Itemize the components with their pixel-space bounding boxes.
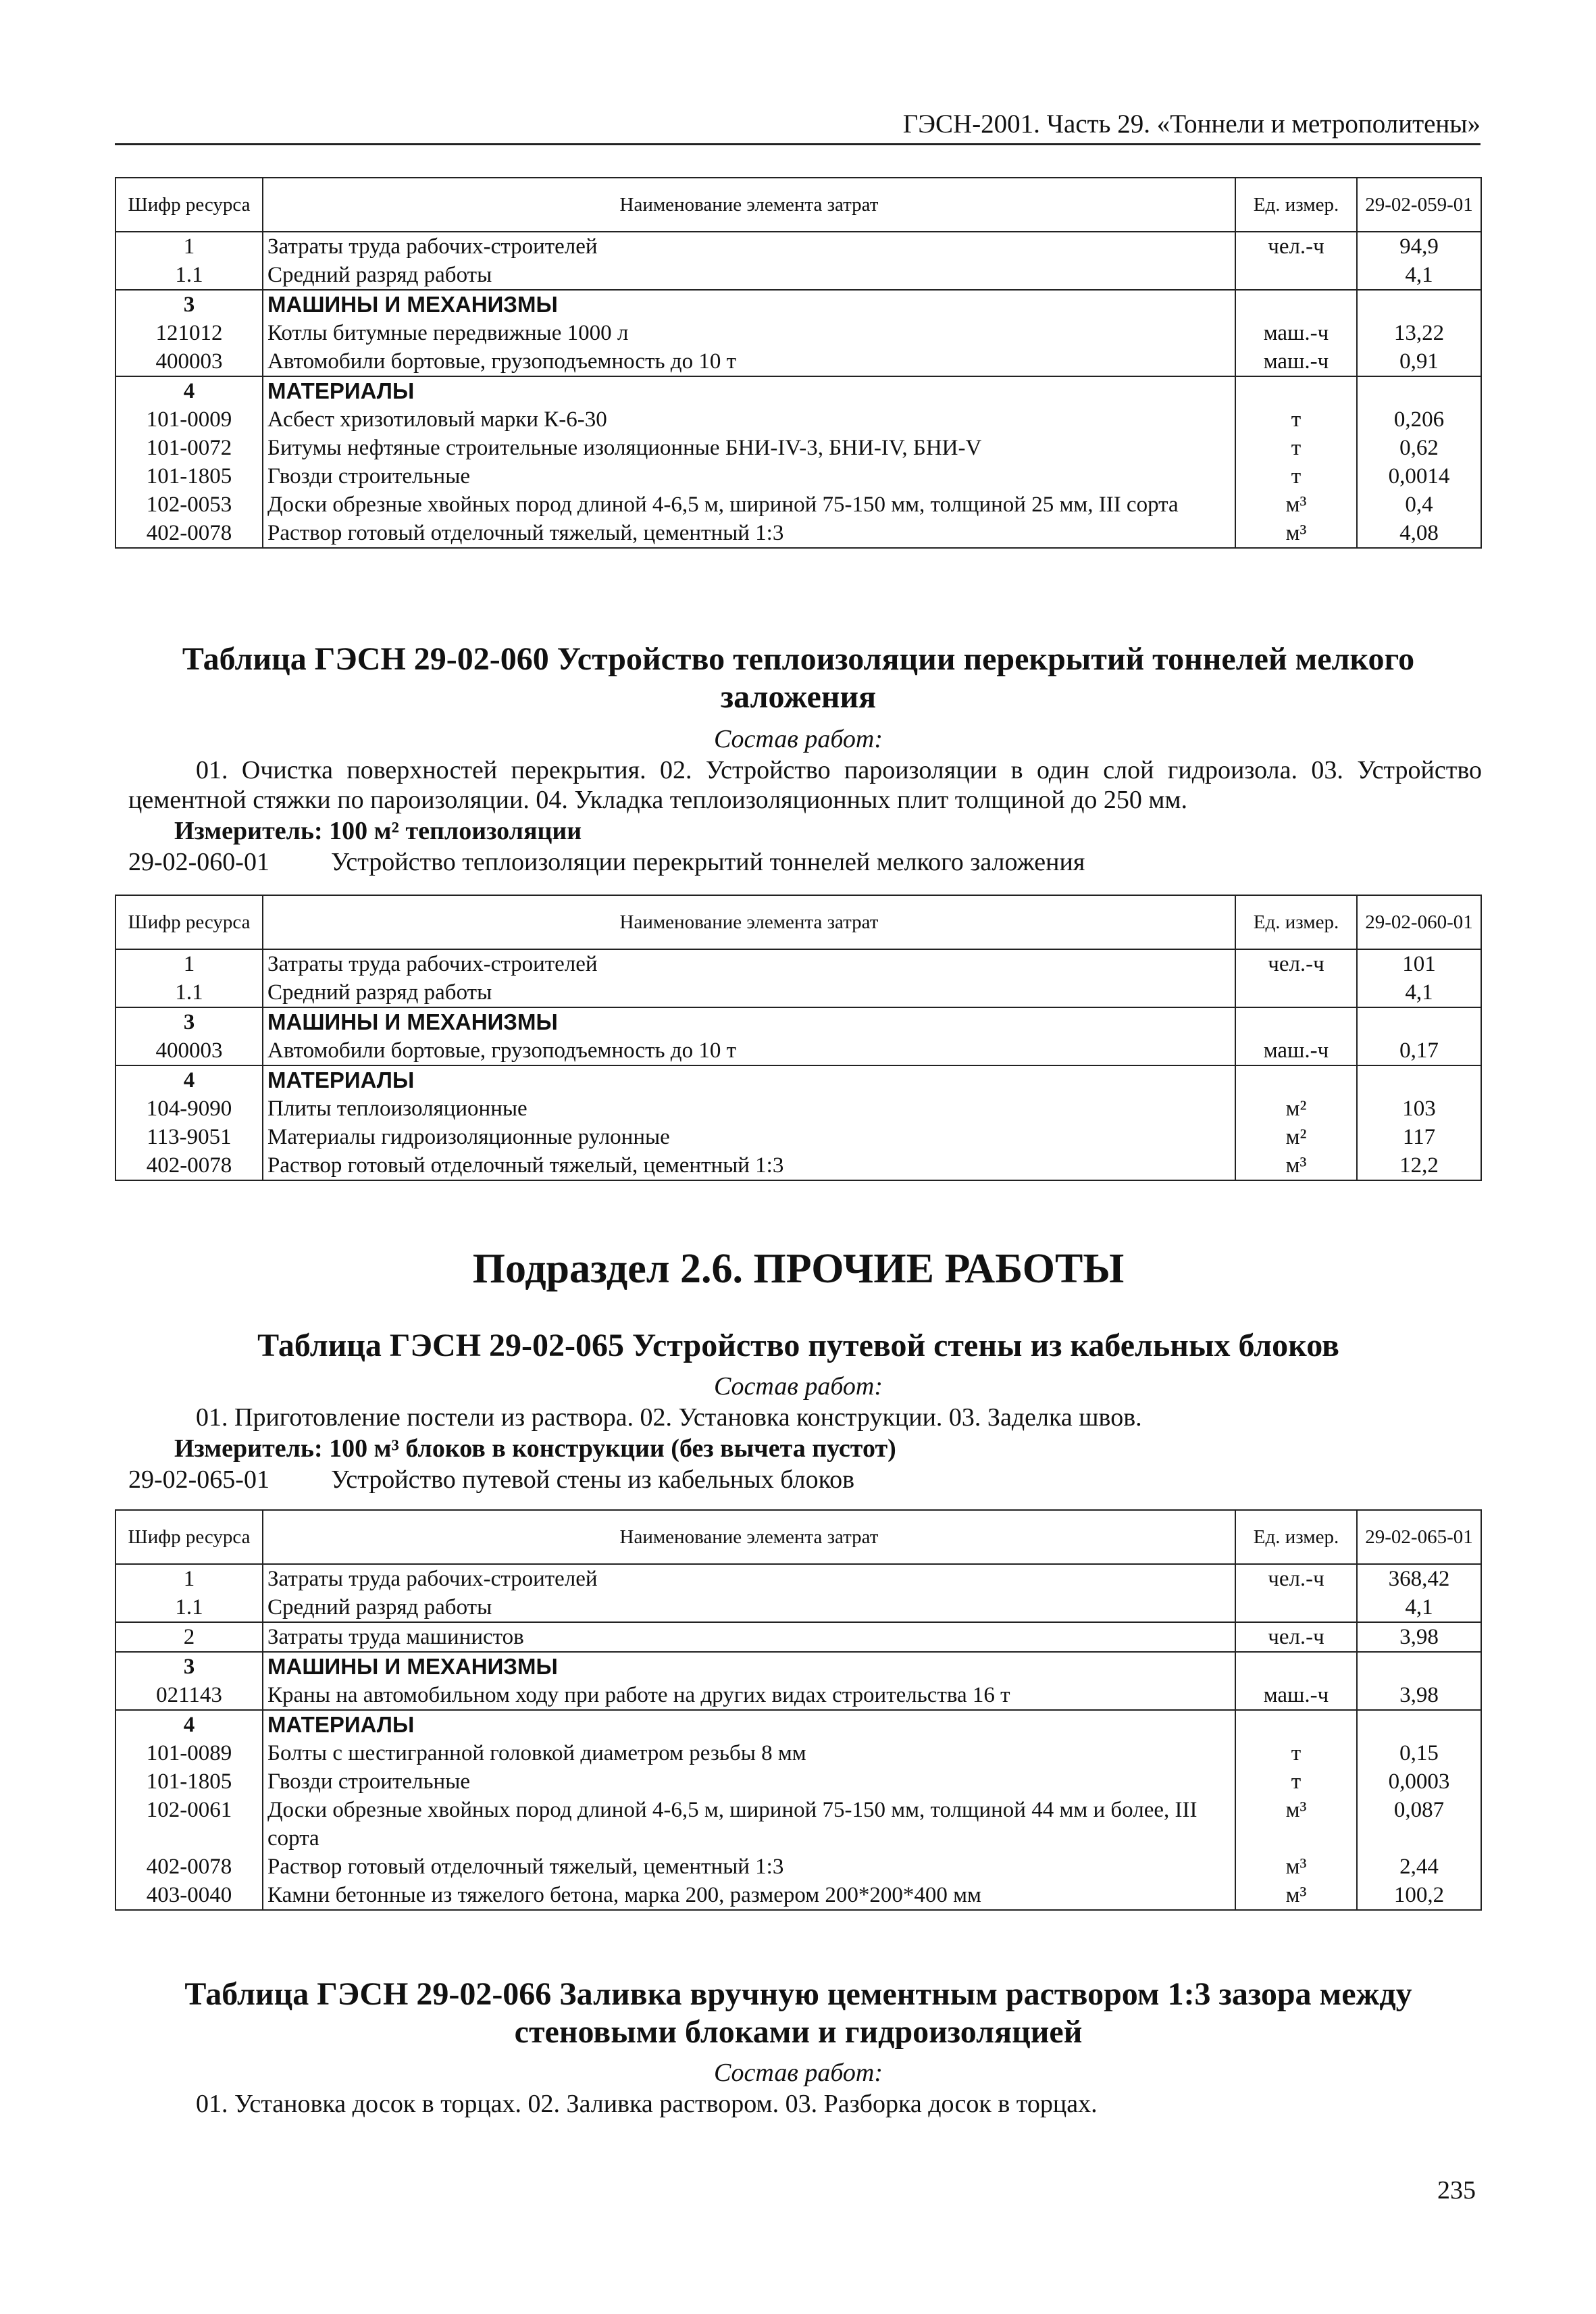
resource-value: 94,9 xyxy=(1357,232,1481,261)
resource-code: 400003 xyxy=(115,1036,263,1065)
resource-value: 117 xyxy=(1357,1123,1481,1151)
resource-code: 4 xyxy=(115,1065,263,1095)
resource-name: Затраты труда рабочих-строителей xyxy=(263,1564,1235,1593)
table-row xyxy=(115,319,1481,347)
resource-value: 368,42 xyxy=(1357,1564,1481,1593)
resource-value xyxy=(1357,1652,1481,1681)
table-row xyxy=(115,1622,1481,1652)
resource-name: Камни бетонные из тяжелого бетона, марка 200, размером 200*200*400 мм xyxy=(263,1881,1235,1910)
measure-060: Измеритель: 100 м² теплоизоляции xyxy=(174,817,582,845)
resource-name: Раствор готовый отделочный тяжелый, цементный 1:3 xyxy=(263,1853,1235,1881)
table-row xyxy=(115,1151,1481,1180)
resource-value xyxy=(1357,290,1481,319)
resource-unit: т xyxy=(1235,434,1357,462)
resource-code: 4 xyxy=(115,1710,263,1739)
table-row xyxy=(115,1853,1481,1881)
resource-value: 103 xyxy=(1357,1095,1481,1123)
resource-code: 1.1 xyxy=(115,261,263,290)
resource-code: 402-0078 xyxy=(115,519,263,548)
resource-name: Доски обрезные хвойных пород длиной 4-6,5 м, шириной 75-150 мм, толщиной 44 мм и более, III сорта xyxy=(263,1796,1235,1853)
resource-value: 0,0014 xyxy=(1357,462,1481,491)
resource-value: 4,1 xyxy=(1357,261,1481,290)
table-row xyxy=(115,1796,1481,1853)
resource-value: 3,98 xyxy=(1357,1622,1481,1652)
header-code: Шифр ресурса xyxy=(115,178,263,232)
resource-value: 0,62 xyxy=(1357,434,1481,462)
resource-code: 113-9051 xyxy=(115,1123,263,1151)
table-row xyxy=(115,1881,1481,1910)
table-row xyxy=(115,462,1481,491)
resource-unit: м³ xyxy=(1235,1151,1357,1180)
resource-code: 101-0089 xyxy=(115,1739,263,1767)
resource-unit: т xyxy=(1235,405,1357,434)
resource-value: 0,0003 xyxy=(1357,1767,1481,1796)
resource-name: Болты с шестигранной головкой диаметром резьбы 8 мм xyxy=(263,1739,1235,1767)
work-composition-text-066: 01. Установка досок в торцах. 02. Заливка раствором. 03. Разборка досок в торцах. xyxy=(196,2090,1098,2118)
table-row xyxy=(115,405,1481,434)
resource-table-065 xyxy=(115,1509,1482,1911)
resource-name: Асбест хризотиловый марки К-6-30 xyxy=(263,405,1235,434)
table-row xyxy=(115,978,1481,1007)
resource-unit: м³ xyxy=(1235,1853,1357,1881)
table-row xyxy=(115,1065,1481,1095)
resource-code: 121012 xyxy=(115,319,263,347)
resource-value: 0,17 xyxy=(1357,1036,1481,1065)
resource-unit xyxy=(1235,1652,1357,1681)
resource-unit: т xyxy=(1235,1767,1357,1796)
resource-name: МАТЕРИАЛЫ xyxy=(263,1710,1235,1739)
table-row xyxy=(115,1710,1481,1739)
resource-value: 4,1 xyxy=(1357,978,1481,1007)
header-norm-code: 29-02-060-01 xyxy=(1357,895,1481,949)
table-row xyxy=(115,1767,1481,1796)
table-row xyxy=(115,232,1481,261)
header-code: Шифр ресурса xyxy=(115,1510,263,1564)
resource-value xyxy=(1357,1007,1481,1036)
subsection-title: Подраздел 2.6. ПРОЧИЕ РАБОТЫ xyxy=(472,1246,1125,1292)
resource-value: 0,15 xyxy=(1357,1739,1481,1767)
resource-name: Материалы гидроизоляционные рулонные xyxy=(263,1123,1235,1151)
resource-unit xyxy=(1235,261,1357,290)
work-composition-caption-065: Состав работ: xyxy=(713,1372,883,1401)
resource-code: 101-0009 xyxy=(115,405,263,434)
resource-code: 1 xyxy=(115,949,263,978)
resource-name: Средний разряд работы xyxy=(263,1593,1235,1622)
resource-code: 402-0078 xyxy=(115,1151,263,1180)
table-title-065: Таблица ГЭСН 29-02-065 Устройство путевой стены из кабельных блоков xyxy=(257,1328,1339,1363)
resource-value: 0,91 xyxy=(1357,347,1481,376)
page-number: 235 xyxy=(1437,2176,1476,2205)
resource-code: 021143 xyxy=(115,1681,263,1710)
table-row xyxy=(115,949,1481,978)
table-row xyxy=(115,519,1481,548)
resource-name: Автомобили бортовые, грузоподъемность до 10 т xyxy=(263,347,1235,376)
resource-unit: чел.-ч xyxy=(1235,1622,1357,1652)
resource-name: Раствор готовый отделочный тяжелый, цементный 1:3 xyxy=(263,519,1235,548)
table-row xyxy=(115,1564,1481,1593)
resource-unit: т xyxy=(1235,462,1357,491)
header-unit: Ед. измер. xyxy=(1235,1510,1357,1564)
table-title-066: Таблица ГЭСН 29-02-066 Заливка вручную цементным раствором 1:3 зазора между стеновыми блоками и гидроизоляцией xyxy=(184,1976,1412,2050)
resource-code: 101-1805 xyxy=(115,1767,263,1796)
resource-code: 1 xyxy=(115,232,263,261)
resource-code: 3 xyxy=(115,290,263,319)
header-code: Шифр ресурса xyxy=(115,895,263,949)
header-norm-code: 29-02-065-01 xyxy=(1357,1510,1481,1564)
resource-value: 0,4 xyxy=(1357,491,1481,519)
resource-name: Затраты труда машинистов xyxy=(263,1622,1235,1652)
resource-table-059 xyxy=(115,177,1482,549)
resource-unit: м³ xyxy=(1235,1881,1357,1910)
resource-unit: м² xyxy=(1235,1123,1357,1151)
measure-065: Измеритель: 100 м³ блоков в конструкции (без вычета пустот) xyxy=(174,1434,896,1463)
norm-code: 29-02-060-01 xyxy=(128,848,269,876)
resource-value xyxy=(1357,1065,1481,1095)
norm-name: Устройство теплоизоляции перекрытий тоннелей мелкого заложения xyxy=(331,848,1085,876)
header-name: Наименование элемента затрат xyxy=(263,1510,1235,1564)
resource-name: Средний разряд работы xyxy=(263,261,1235,290)
table-row xyxy=(115,261,1481,290)
resource-value: 4,1 xyxy=(1357,1593,1481,1622)
resource-code: 402-0078 xyxy=(115,1853,263,1881)
work-composition-text-060: 01. Очистка поверхностей перекрытия. 02. Устройство пароизоляции в один слой гидроизола. 03. Устройство цементной стяжки по пароизоляции. 04. Укладка теплоизоляционных плит толщиной до 250 мм. xyxy=(128,756,1482,814)
table-row xyxy=(115,1739,1481,1767)
resource-value: 13,22 xyxy=(1357,319,1481,347)
table-row xyxy=(115,1593,1481,1622)
resource-value: 100,2 xyxy=(1357,1881,1481,1910)
norm-code: 29-02-065-01 xyxy=(128,1465,269,1494)
table-row xyxy=(115,1652,1481,1681)
resource-value: 3,98 xyxy=(1357,1681,1481,1710)
resource-code: 1 xyxy=(115,1564,263,1593)
resource-value xyxy=(1357,376,1481,405)
resource-value: 12,2 xyxy=(1357,1151,1481,1180)
resource-unit: м³ xyxy=(1235,1796,1357,1853)
table-row xyxy=(115,347,1481,376)
resource-value: 0,206 xyxy=(1357,405,1481,434)
header-norm-code: 29-02-059-01 xyxy=(1357,178,1481,232)
resource-unit: м³ xyxy=(1235,491,1357,519)
resource-code: 101-0072 xyxy=(115,434,263,462)
running-header: ГЭСН-2001. Часть 29. «Тоннели и метрополитены» xyxy=(115,108,1481,145)
header-name: Наименование элемента затрат xyxy=(263,895,1235,949)
resource-unit: маш.-ч xyxy=(1235,1681,1357,1710)
norm-line-060 xyxy=(128,847,1482,877)
resource-code: 1.1 xyxy=(115,978,263,1007)
resource-code: 403-0040 xyxy=(115,1881,263,1910)
resource-unit xyxy=(1235,376,1357,405)
resource-unit xyxy=(1235,1065,1357,1095)
work-composition-caption-066: Состав работ: xyxy=(713,2059,883,2087)
resource-value: 101 xyxy=(1357,949,1481,978)
resource-name: Гвозди строительные xyxy=(263,462,1235,491)
resource-name: Средний разряд работы xyxy=(263,978,1235,1007)
header-unit: Ед. измер. xyxy=(1235,895,1357,949)
resource-table-060 xyxy=(115,895,1482,1181)
resource-value xyxy=(1357,1710,1481,1739)
table-row xyxy=(115,1123,1481,1151)
resource-name: МАШИНЫ И МЕХАНИЗМЫ xyxy=(263,1652,1235,1681)
resource-name: Раствор готовый отделочный тяжелый, цементный 1:3 xyxy=(263,1151,1235,1180)
norm-line-065 xyxy=(128,1465,1482,1494)
resource-code: 102-0053 xyxy=(115,491,263,519)
table-row xyxy=(115,434,1481,462)
work-composition-text-065: 01. Приготовление постели из раствора. 02. Установка конструкции. 03. Заделка швов. xyxy=(196,1403,1142,1432)
resource-name: МАШИНЫ И МЕХАНИЗМЫ xyxy=(263,1007,1235,1036)
resource-unit xyxy=(1235,1593,1357,1622)
resource-unit: маш.-ч xyxy=(1235,319,1357,347)
table-row xyxy=(115,1681,1481,1710)
resource-code: 102-0061 xyxy=(115,1796,263,1853)
resource-name: Затраты труда рабочих-строителей xyxy=(263,232,1235,261)
resource-unit: т xyxy=(1235,1739,1357,1767)
resource-unit: м² xyxy=(1235,1095,1357,1123)
resource-code: 400003 xyxy=(115,347,263,376)
resource-name: Плиты теплоизоляционные xyxy=(263,1095,1235,1123)
table-row xyxy=(115,1007,1481,1036)
resource-code: 104-9090 xyxy=(115,1095,263,1123)
resource-name: Краны на автомобильном ходу при работе на других видах строительства 16 т xyxy=(263,1681,1235,1710)
resource-code: 2 xyxy=(115,1622,263,1652)
header-name: Наименование элемента затрат xyxy=(263,178,1235,232)
resource-name: Битумы нефтяные строительные изоляционные БНИ-IV-3, БНИ-IV, БНИ-V xyxy=(263,434,1235,462)
resource-value: 2,44 xyxy=(1357,1853,1481,1881)
resource-code: 4 xyxy=(115,376,263,405)
work-composition-caption-060: Состав работ: xyxy=(713,725,883,753)
header-unit: Ед. измер. xyxy=(1235,178,1357,232)
resource-unit: маш.-ч xyxy=(1235,347,1357,376)
table-title-060: Таблица ГЭСН 29-02-060 Устройство теплоизоляции перекрытий тоннелей мелкого заложения xyxy=(182,641,1415,715)
table-row xyxy=(115,1036,1481,1065)
resource-name: Затраты труда рабочих-строителей xyxy=(263,949,1235,978)
resource-unit xyxy=(1235,290,1357,319)
table-row xyxy=(115,376,1481,405)
resource-code: 3 xyxy=(115,1652,263,1681)
resource-unit: м³ xyxy=(1235,519,1357,548)
resource-unit: маш.-ч xyxy=(1235,1036,1357,1065)
resource-value: 4,08 xyxy=(1357,519,1481,548)
resource-name: Гвозди строительные xyxy=(263,1767,1235,1796)
resource-name: Доски обрезные хвойных пород длиной 4-6,5 м, шириной 75-150 мм, толщиной 25 мм, III сорта xyxy=(263,491,1235,519)
resource-name: МАТЕРИАЛЫ xyxy=(263,1065,1235,1095)
table-row xyxy=(115,1095,1481,1123)
table-row xyxy=(115,290,1481,319)
resource-value: 0,087 xyxy=(1357,1796,1481,1853)
resource-name: Автомобили бортовые, грузоподъемность до 10 т xyxy=(263,1036,1235,1065)
table-row xyxy=(115,491,1481,519)
norm-name: Устройство путевой стены из кабельных блоков xyxy=(331,1465,855,1494)
resource-code: 3 xyxy=(115,1007,263,1036)
resource-unit: чел.-ч xyxy=(1235,232,1357,261)
resource-unit xyxy=(1235,1710,1357,1739)
resource-unit: чел.-ч xyxy=(1235,1564,1357,1593)
resource-unit xyxy=(1235,1007,1357,1036)
resource-name: Котлы битумные передвижные 1000 л xyxy=(263,319,1235,347)
resource-code: 1.1 xyxy=(115,1593,263,1622)
resource-name: МАШИНЫ И МЕХАНИЗМЫ xyxy=(263,290,1235,319)
resource-code: 101-1805 xyxy=(115,462,263,491)
resource-name: МАТЕРИАЛЫ xyxy=(263,376,1235,405)
resource-unit: чел.-ч xyxy=(1235,949,1357,978)
resource-unit xyxy=(1235,978,1357,1007)
